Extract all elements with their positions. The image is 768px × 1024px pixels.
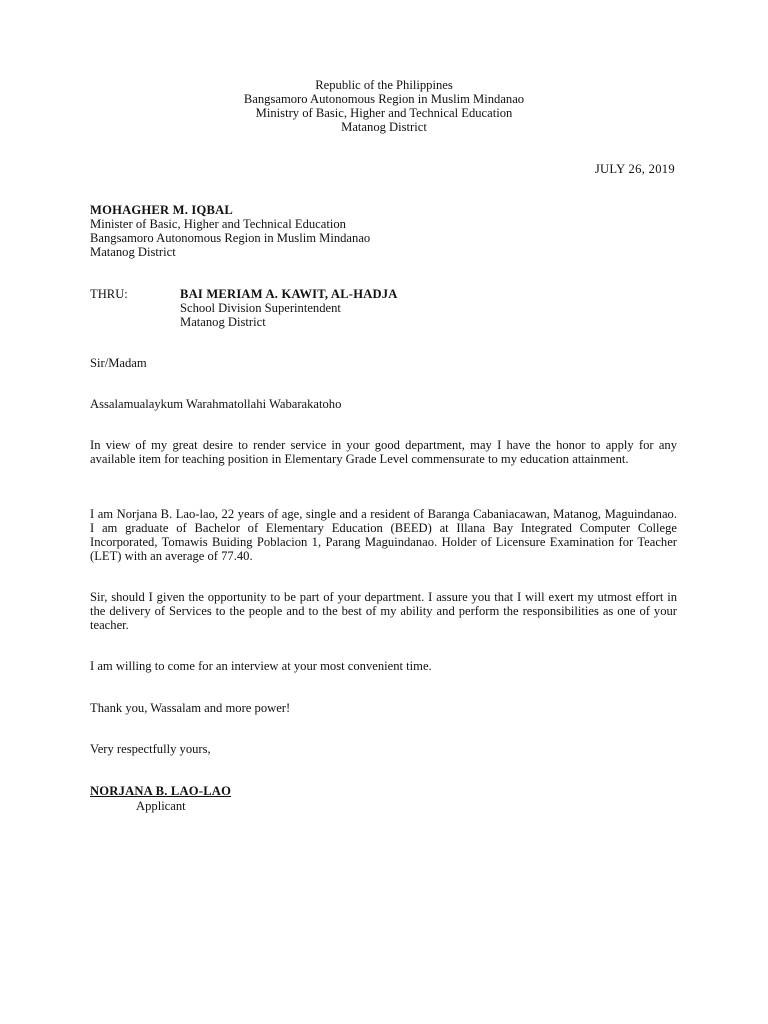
thru-block [180, 287, 398, 329]
letterhead-country: Republic of the Philippines [315, 78, 453, 92]
recipient-district: Matanog District [90, 245, 176, 259]
letterhead-ministry: Ministry of Basic, Higher and Technical Education [255, 106, 513, 120]
signature-name: NORJANA B. LAO-LAO [90, 784, 232, 798]
closing: Very respectfully yours, [90, 742, 211, 756]
thru-name: BAI MERIAM A. KAWIT, AL-HADJA [180, 287, 398, 301]
paragraph-application: In view of my great desire to render service in your good department, may I have the honor to apply for any available item for teaching position in Elementary Grade Level commensurate to my education attainment. [90, 438, 677, 466]
letterhead-region: Bangsamoro Autonomous Region in Muslim Mindanao [243, 92, 525, 106]
letterhead-district: Matanog District [341, 120, 427, 134]
recipient-position: Minister of Basic, Higher and Technical Education [90, 217, 346, 231]
letter-date: JULY 26, 2019 [594, 162, 675, 176]
recipient-region: Bangsamoro Autonomous Region in Muslim Mindanao [90, 231, 371, 245]
paragraph-interview: I am willing to come for an interview at your most convenient time. [90, 659, 432, 673]
greeting: Assalamualaykum Warahmatollahi Wabarakatoho [90, 397, 342, 411]
thru-district: Matanog District [180, 315, 266, 329]
recipient-block [90, 203, 678, 259]
recipient-name: MOHAGHER M. IQBAL [90, 203, 233, 217]
paragraph-background: I am Norjana B. Lao-lao, 22 years of age, single and a resident of Baranga Cabaniacawan, Matanog, Maguindanao. I am graduate of Bachelor of Elementary Education (BEED) at Illana Bay Integrated Computer College Incorporated, Tomawis Buiding Poblacion 1, Parang Maguindanao. Holder of Licensure Examination for Teacher (LET) with an average of 77.40. [90, 507, 677, 563]
paragraph-commitment: Sir, should I given the opportunity to be part of your department. I assure you that I will exert my utmost effort in the delivery of Services to the people and to the best of my ability and perform the responsibilities as one of your teacher. [90, 590, 677, 632]
paragraph-thanks: Thank you, Wassalam and more power! [90, 701, 291, 715]
letterhead [0, 78, 768, 134]
salutation: Sir/Madam [90, 356, 147, 370]
signature-title: Applicant [136, 799, 186, 813]
thru-position: School Division Superintendent [180, 301, 341, 315]
thru-label: THRU: [90, 287, 128, 301]
